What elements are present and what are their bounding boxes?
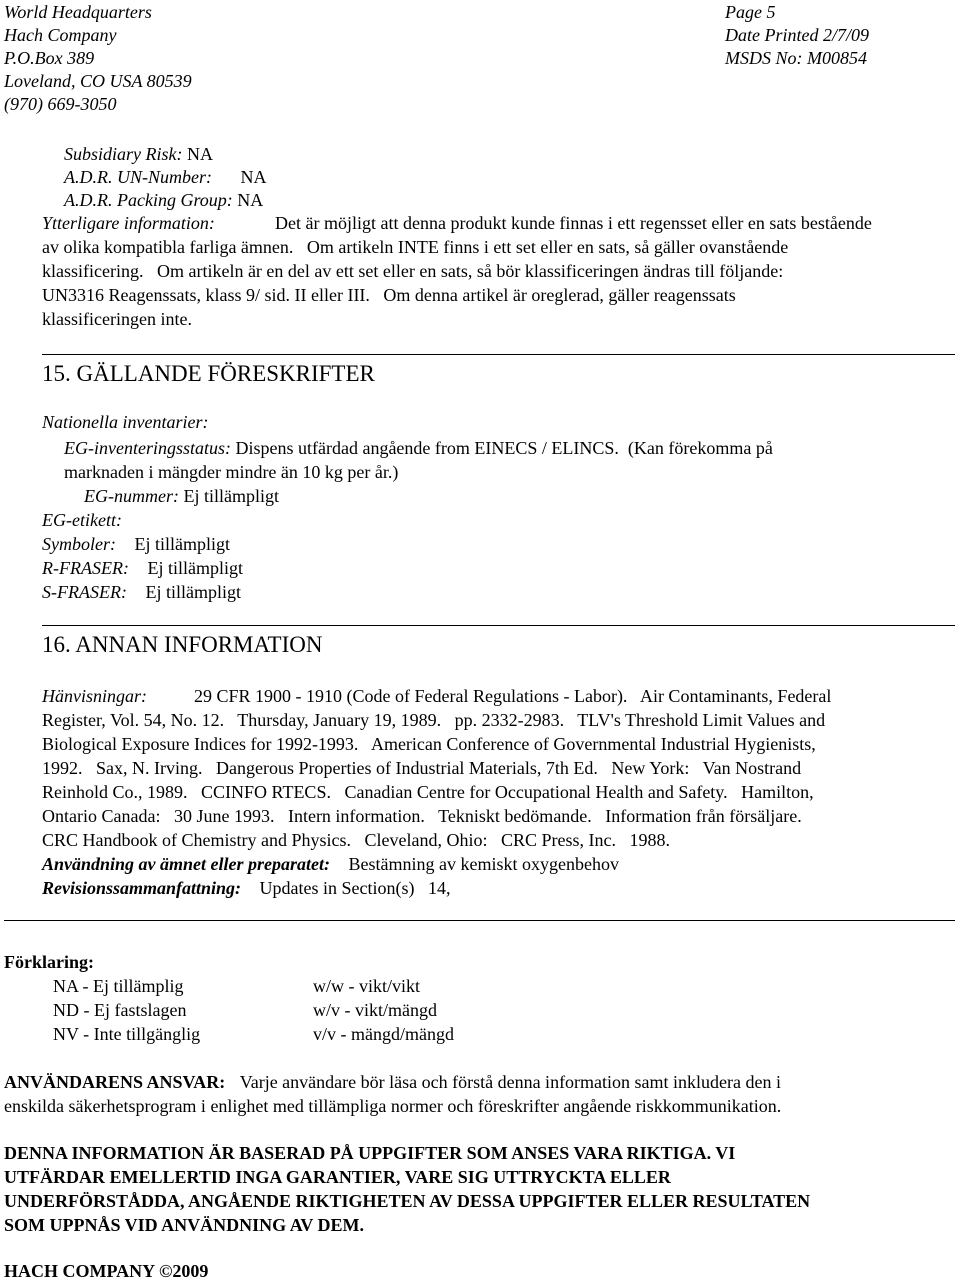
disclaimer-line: UTFÄRDAR EMELLERTID INGA GARANTIER, VARE SIG UTTRYCKTA ELLER <box>4 1167 671 1187</box>
legend-title: Förklaring: <box>4 952 94 972</box>
subsidiary-risk-value: NA <box>187 144 213 164</box>
responsibility-label: ANVÄNDARENS ANSVAR: <box>4 1072 226 1092</box>
references-line: Biological Exposure Indices for 1992-1993. American Conference of Governmental Industrial Hygienists, <box>42 734 816 754</box>
references-line: Register, Vol. 54, No. 12. Thursday, January 19, 1989. pp. 2332-2983. TLV's Threshold Limit Values and <box>42 710 826 730</box>
use-row <box>42 852 619 876</box>
company-hq: World Headquarters <box>4 2 152 22</box>
msds-number: MSDS No: M00854 <box>725 48 867 68</box>
symbols-label: Symboler: <box>42 534 116 554</box>
additional-info-line: av olika kompatibla farliga ämnen. Om artikeln INTE finns i ett set eller en sats, så gäller ovanstående <box>42 237 789 257</box>
date-printed: Date Printed 2/7/09 <box>725 25 869 45</box>
revision-value: Updates in Section(s) 14, <box>259 878 451 898</box>
packing-group-value: NA <box>237 190 264 210</box>
disclaimer-line: DENNA INFORMATION ÄR BASERAD PÅ UPPGIFTER SOM ANSES VARA RIKTIGA. VI <box>4 1143 736 1163</box>
symbols-value: Ej tillämpligt <box>134 534 230 554</box>
references-line: 1992. Sax, N. Irving. Dangerous Properties of Industrial Materials, 7th Ed. New York: Van Nostrand <box>42 758 802 778</box>
r-phrases-row <box>42 556 243 580</box>
subsidiary-risk-row <box>64 142 213 166</box>
eg-label-label: EG-etikett: <box>42 510 122 530</box>
eg-number-label: EG-nummer: <box>84 486 179 506</box>
responsibility-text: Varje användare bör läsa och förstå denna information samt inkludera den i <box>239 1072 782 1092</box>
legend-item: ND - Ej fastslagen <box>53 1000 187 1020</box>
legend-item: v/v - mängd/mängd <box>313 1024 454 1044</box>
company-phone: (970) 669-3050 <box>4 94 117 114</box>
additional-info-line: UN3316 Reagenssats, klass 9/ sid. II eller III. Om denna artikel är oreglerad, gäller reagenssats <box>42 285 736 305</box>
packing-group-label: A.D.R. Packing Group: <box>64 190 233 210</box>
un-number-value: NA <box>240 167 267 187</box>
legend-item: NV - Inte tillgänglig <box>53 1024 201 1044</box>
references-line: CRC Handbook of Chemistry and Physics. Cleveland, Ohio: CRC Press, Inc. 1988. <box>42 830 670 850</box>
section-15-title: 15. GÄLLANDE FÖRESKRIFTER <box>42 361 375 386</box>
responsibility-row <box>4 1070 781 1094</box>
eg-number-value: Ej tillämpligt <box>183 486 279 506</box>
legend-item: w/v - vikt/mängd <box>313 1000 437 1020</box>
un-number-row <box>64 165 266 189</box>
additional-info-label: Ytterligare information: <box>42 213 215 233</box>
disclaimer-line: SOM UPPNÅS VID ANVÄNDNING AV DEM. <box>4 1215 365 1235</box>
company-city: Loveland, CO USA 80539 <box>4 71 192 91</box>
additional-info-line: klassificeringen inte. <box>42 309 192 329</box>
r-phrases-label: R-FRASER: <box>42 558 129 578</box>
use-label: Användning av ämnet eller preparatet: <box>42 854 330 874</box>
legend-item: NA - Ej tillämplig <box>53 976 184 996</box>
un-number-label: A.D.R. UN-Number: <box>64 167 212 187</box>
eg-inventory-status-label: EG-inventeringsstatus: <box>64 438 231 458</box>
references-line: Reinhold Co., 1989. CCINFO RTECS. Canadian Centre for Occupational Health and Safety. Hamilton, <box>42 782 814 802</box>
responsibility-text-line2: enskilda säkerhetsprogram i enlighet med tillämpliga normer och föreskrifter angående riskkommunikation. <box>4 1096 782 1116</box>
footer-copyright: HACH COMPANY ©2009 <box>4 1261 209 1281</box>
revision-row <box>42 876 451 900</box>
references-label: Hänvisningar: <box>42 686 147 706</box>
revision-label: Revisionssammanfattning: <box>42 878 242 898</box>
section-divider <box>4 920 955 921</box>
additional-info-line: Det är möjligt att denna produkt kunde finnas i ett regensset eller en sats bestående <box>275 213 872 233</box>
r-phrases-value: Ej tillämpligt <box>147 558 243 578</box>
packing-group-row <box>64 188 263 212</box>
section-16-title: 16. ANNAN INFORMATION <box>42 632 323 657</box>
references-line: Ontario Canada: 30 June 1993. Intern information. Tekniskt bedömande. Information från försäljare. <box>42 806 802 826</box>
eg-inventory-status-line2: marknaden i mängder mindre än 10 kg per år.) <box>64 462 399 482</box>
s-phrases-value: Ej tillämpligt <box>145 582 241 602</box>
company-name: Hach Company <box>4 25 117 45</box>
eg-number-row <box>84 484 279 508</box>
page-number: Page 5 <box>725 2 776 22</box>
s-phrases-label: S-FRASER: <box>42 582 127 602</box>
additional-info-line: klassificering. Om artikeln är en del av ett set eller en sats, så bör klassificeringen ändras till följande: <box>42 261 784 281</box>
s-phrases-row <box>42 580 241 604</box>
symbols-row <box>42 532 230 556</box>
subsidiary-risk-label: Subsidiary Risk: <box>64 144 183 164</box>
eg-inventory-status-value: Dispens utfärdad angående from EINECS / ELINCS. (Kan förekomma på <box>235 438 773 458</box>
references-line: 29 CFR 1900 - 1910 (Code of Federal Regulations - Labor). Air Contaminants, Federal <box>194 686 832 706</box>
national-inventories-label: Nationella inventarier: <box>42 412 209 432</box>
company-pobox: P.O.Box 389 <box>4 48 95 68</box>
disclaimer-line: UNDERFÖRSTÅDDA, ANGÅENDE RIKTIGHETEN AV DESSA UPPGIFTER ELLER RESULTATEN <box>4 1191 811 1211</box>
eg-inventory-status-row <box>64 436 773 460</box>
section-divider <box>42 625 955 626</box>
use-value: Bestämning av kemiskt oxygenbehov <box>348 854 619 874</box>
section-divider <box>42 354 955 355</box>
legend-item: w/w - vikt/vikt <box>313 976 420 996</box>
